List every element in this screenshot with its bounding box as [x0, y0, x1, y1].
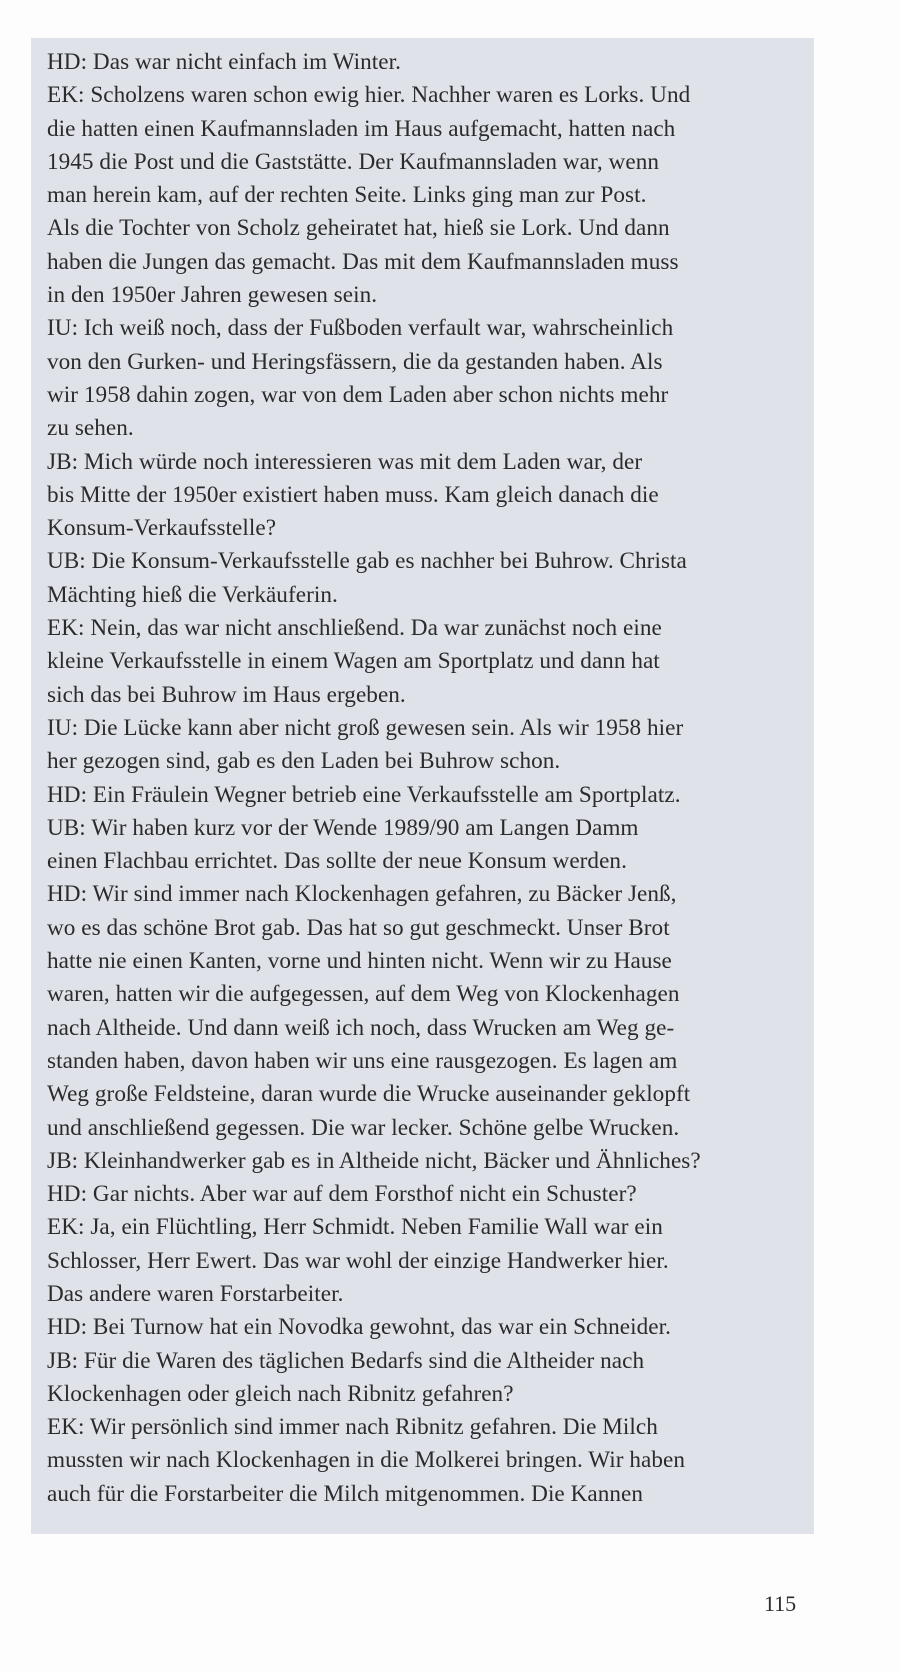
- text-line: einen Flachbau errichtet. Das sollte der neue Konsum werden.: [47, 848, 627, 875]
- text-line: hatte nie einen Kanten, vorne und hinten nicht. Wenn wir zu Hause: [47, 948, 672, 975]
- text-line: Schlosser, Herr Ewert. Das war wohl der einzige Handwerker hier.: [47, 1247, 669, 1274]
- text-line: von den Gurken- und Heringsfässern, die da gestanden haben. Als: [47, 348, 663, 375]
- text-line: wir 1958 dahin zogen, war von dem Laden aber schon nichts mehr: [47, 381, 669, 408]
- text-line: 1945 die Post und die Gaststätte. Der Kaufmannsladen war, wenn: [47, 148, 659, 175]
- text-line: und anschließend gegessen. Die war lecker. Schöne gelbe Wrucken.: [47, 1114, 680, 1141]
- text-line: man herein kam, auf der rechten Seite. Links ging man zur Post.: [47, 182, 647, 209]
- text-line: IU: Ich weiß noch, dass der Fußboden verfault war, wahrscheinlich: [47, 315, 674, 342]
- text-line: Das andere waren Forstarbeiter.: [47, 1280, 344, 1307]
- text-line: EK: Wir persönlich sind immer nach Ribnitz gefahren. Die Milch: [47, 1414, 658, 1441]
- text-line: HD: Ein Fräulein Wegner betrieb eine Verkaufsstelle am Sportplatz.: [47, 781, 681, 808]
- interview-text-box: [31, 38, 814, 1534]
- text-line: auch für die Forstarbeiter die Milch mitgenommen. Die Kannen: [47, 1480, 644, 1507]
- text-line: HD: Gar nichts. Aber war auf dem Forsthof nicht ein Schuster?: [47, 1181, 637, 1208]
- text-line: waren, hatten wir die aufgegessen, auf dem Weg von Klockenhagen: [47, 981, 680, 1008]
- text-line: bis Mitte der 1950er existiert haben muss. Kam gleich danach die: [47, 481, 659, 508]
- text-line: HD: Bei Turnow hat ein Novodka gewohnt, das war ein Schneider.: [47, 1314, 671, 1341]
- text-line: UB: Die Konsum-Verkaufsstelle gab es nachher bei Buhrow. Christa: [47, 548, 687, 575]
- text-line: Als die Tochter von Scholz geheiratet hat, hieß sie Lork. Und dann: [47, 215, 670, 242]
- text-line: JB: Mich würde noch interessieren was mit dem Laden war, der: [47, 448, 643, 475]
- text-line: her gezogen sind, gab es den Laden bei Buhrow schon.: [47, 748, 561, 775]
- text-line: standen haben, davon haben wir uns eine rausgezogen. Es lagen am: [47, 1047, 678, 1074]
- text-line: Klockenhagen oder gleich nach Ribnitz gefahren?: [47, 1380, 514, 1407]
- text-line: UB: Wir haben kurz vor der Wende 1989/90 am Langen Damm: [47, 814, 639, 841]
- text-line: EK: Scholzens waren schon ewig hier. Nachher waren es Lorks. Und: [47, 82, 691, 109]
- text-line: die hatten einen Kaufmannsladen im Haus aufgemacht, hatten nach: [47, 115, 676, 142]
- text-line: mussten wir nach Klockenhagen in die Molkerei bringen. Wir haben: [47, 1447, 686, 1474]
- text-line: IU: Die Lücke kann aber nicht groß gewesen sein. Als wir 1958 hier: [47, 714, 684, 741]
- text-line: EK: Ja, ein Flüchtling, Herr Schmidt. Neben Familie Wall war ein: [47, 1214, 663, 1241]
- text-line: kleine Verkaufsstelle in einem Wagen am Sportplatz und dann hat: [47, 648, 660, 675]
- text-line: JB: Für die Waren des täglichen Bedarfs sind die Altheider nach: [47, 1347, 645, 1374]
- text-line: nach Altheide. Und dann weiß ich noch, dass Wrucken am Weg ge-: [47, 1014, 675, 1041]
- text-line: in den 1950er Jahren gewesen sein.: [47, 282, 378, 309]
- text-line: EK: Nein, das war nicht anschließend. Da war zunächst noch eine: [47, 615, 662, 642]
- text-line: wo es das schöne Brot gab. Das hat so gut geschmeckt. Unser Brot: [47, 914, 670, 941]
- text-line: sich das bei Buhrow im Haus ergeben.: [47, 681, 406, 708]
- text-line: Mächting hieß die Verkäuferin.: [47, 581, 338, 608]
- text-line: HD: Wir sind immer nach Klockenhagen gefahren, zu Bäcker Jenß,: [47, 881, 677, 908]
- page-number: 115: [764, 1591, 797, 1616]
- text-line: zu sehen.: [47, 415, 134, 442]
- text-line: haben die Jungen das gemacht. Das mit dem Kaufmannsladen muss: [47, 248, 679, 275]
- text-line: HD: Das war nicht einfach im Winter.: [47, 49, 401, 75]
- text-line: JB: Kleinhandwerker gab es in Altheide nicht, Bäcker und Ähnliches?: [47, 1147, 701, 1174]
- text-line: Konsum-Verkaufsstelle?: [47, 515, 277, 542]
- text-line: Weg große Feldsteine, daran wurde die Wrucke auseinander geklopft: [47, 1081, 691, 1108]
